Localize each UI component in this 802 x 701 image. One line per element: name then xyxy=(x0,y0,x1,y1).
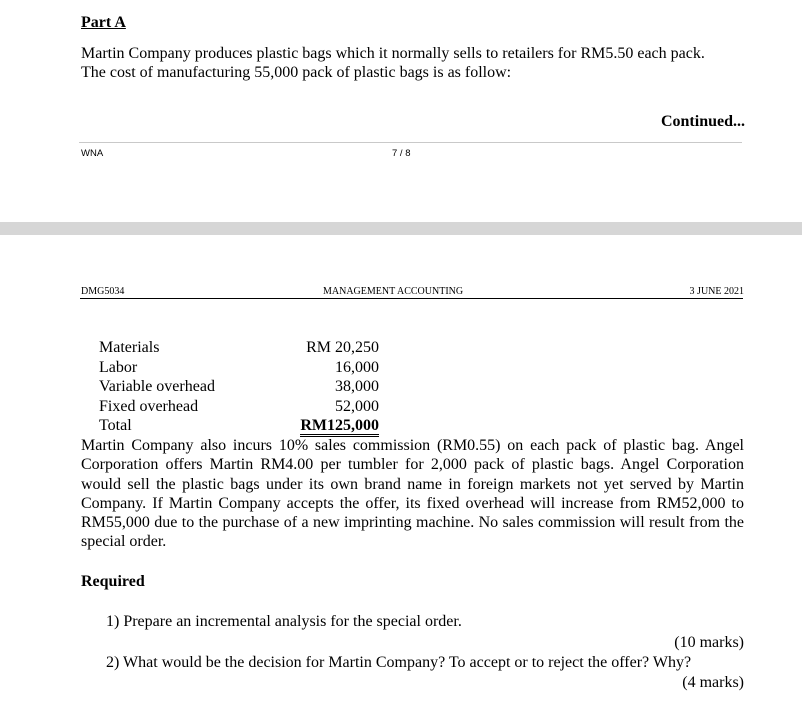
question-1: 1) Prepare an incremental analysis for the special order. xyxy=(106,613,462,630)
part-title: Part A xyxy=(81,14,126,31)
total-value: RM125,000 xyxy=(300,418,379,437)
intro-line-2: The cost of manufacturing 55,000 pack of plastic bags is as follow: xyxy=(81,64,512,81)
cost-row xyxy=(99,358,379,378)
cost-value: 38,000 xyxy=(335,378,379,395)
cost-label: Materials xyxy=(99,339,160,356)
cost-label: Variable overhead xyxy=(99,378,215,395)
question-2: 2) What would be the decision for Martin Company? To accept or to reject the offer? Why? xyxy=(106,654,692,671)
cost-label: Fixed overhead xyxy=(99,397,199,415)
cost-value: 52,000 xyxy=(335,397,379,415)
cost-row xyxy=(99,397,379,417)
intro-line-1: Martin Company produces plastic bags which it normally sells to retailers for RM5.50 each pack. xyxy=(81,45,705,62)
cost-row xyxy=(99,377,379,397)
cost-label: Labor xyxy=(99,358,138,376)
intro-text xyxy=(81,44,705,82)
page-number: 7 / 8 xyxy=(392,148,411,159)
page-header-rule xyxy=(80,298,743,299)
exam-date: 3 JUNE 2021 xyxy=(689,286,744,297)
page-footer-rule xyxy=(79,142,742,143)
cost-value: RM 20,250 xyxy=(306,339,379,356)
question-1-marks: (10 marks) xyxy=(674,634,744,651)
footer-initials: WNA xyxy=(81,148,104,159)
total-label: Total xyxy=(99,417,132,434)
continued-label: Continued... xyxy=(660,113,745,130)
course-name: MANAGEMENT ACCOUNTING xyxy=(323,286,464,297)
course-code: DMG5034 xyxy=(81,286,125,297)
required-heading: Required xyxy=(81,573,145,590)
cost-table xyxy=(99,338,379,436)
cost-row xyxy=(99,338,379,358)
cost-value: 16,000 xyxy=(335,358,379,376)
cost-row-total xyxy=(99,416,379,436)
question-2-marks: (4 marks) xyxy=(682,674,744,691)
scenario-paragraph: Martin Company also incurs 10% sales commission (RM0.55) on each pack of plastic bag. Angel Corporation offers Martin RM4.00 per tumbler for 2,000 pack of plastic bags. Angel Corporation would sell the plastic bags under its own brand name in foreign markets not yet served by Martin Company. If Martin Company accepts the offer, its fixed overhead will increase from RM52,000 to RM55,000 due to the purchase of a new imprinting machine. No sales commission will result from the special order. xyxy=(81,437,744,551)
page-separator xyxy=(0,222,802,235)
